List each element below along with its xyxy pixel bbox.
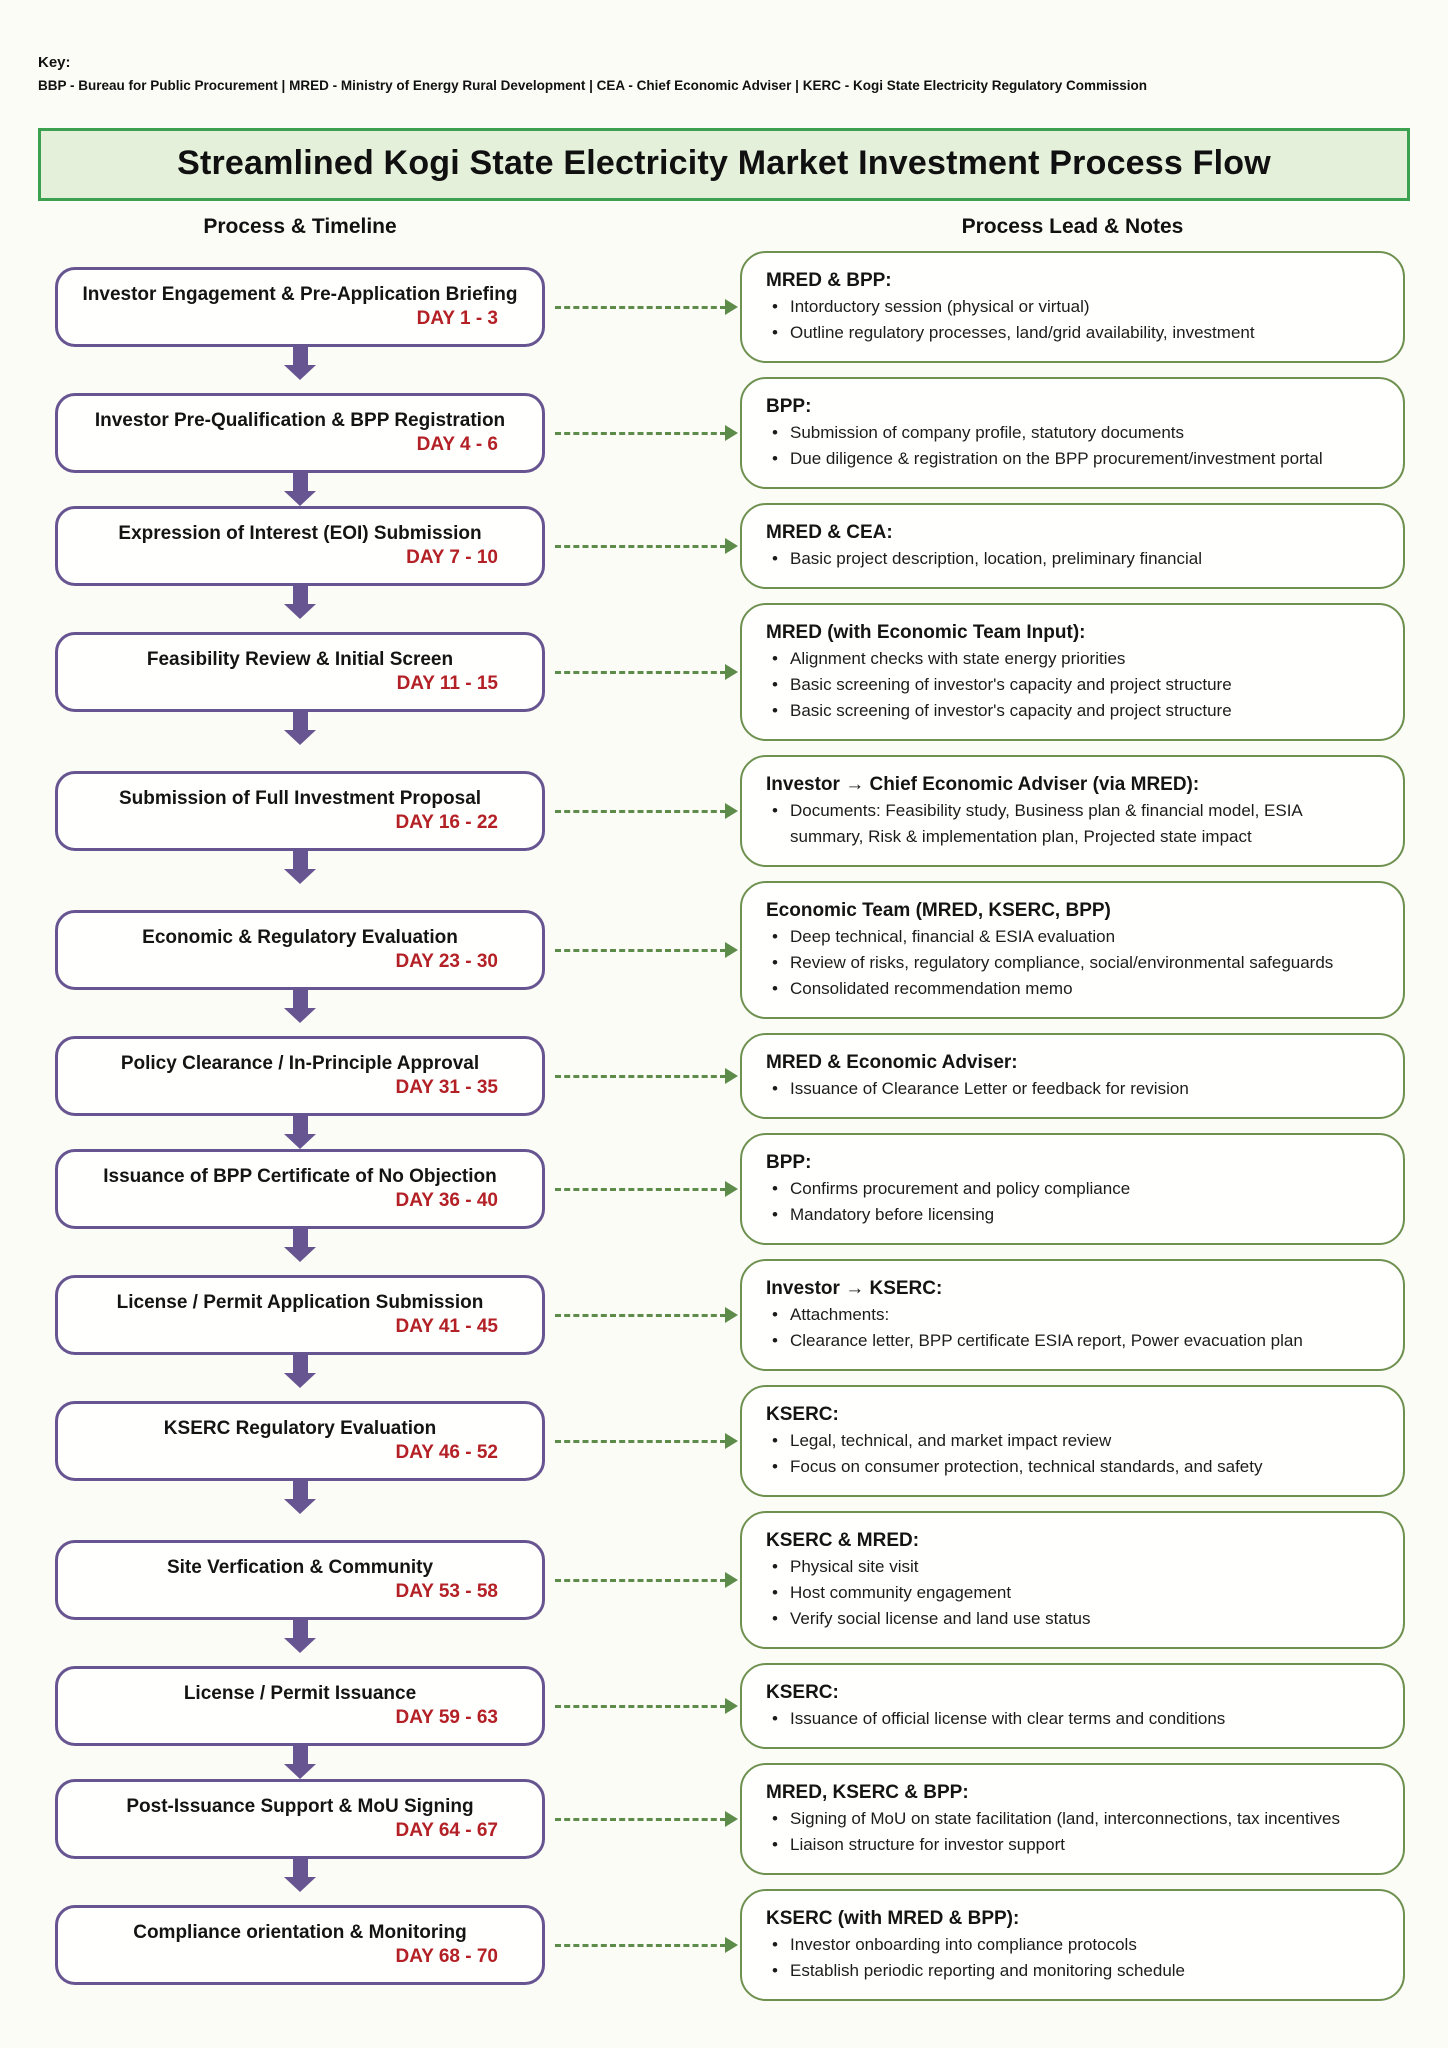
- dashed-arrow-icon: [545, 425, 740, 441]
- column-header-process-timeline: Process & Timeline: [203, 215, 397, 238]
- down-arrow-head: [284, 604, 316, 619]
- note-bullet: • Review of risks, regulatory compliance, social/environmental safeguards: [766, 950, 1379, 976]
- down-arrow-icon: [284, 1226, 316, 1262]
- dashed-arrow-line: [555, 1188, 726, 1191]
- note-box: [740, 251, 1405, 363]
- down-arrow-icon: [284, 470, 316, 506]
- process-step-row: [0, 377, 1448, 489]
- process-column-cell: [55, 910, 545, 990]
- process-box: [55, 1905, 545, 1985]
- process-step-day-range: DAY 68 - 70: [395, 1946, 498, 1967]
- process-step-day-range: DAY 36 - 40: [395, 1190, 498, 1211]
- dashed-arrow-head: [725, 803, 738, 819]
- note-box: [740, 1385, 1405, 1497]
- note-lead: MRED, KSERC & BPP:: [766, 1782, 969, 1803]
- dashed-arrow-line: [555, 1440, 726, 1443]
- column-header-process-lead-notes: Process Lead & Notes: [961, 215, 1184, 238]
- note-box: [740, 755, 1405, 867]
- dashed-arrow-head: [725, 1572, 738, 1588]
- dashed-arrow-line: [555, 671, 726, 674]
- process-column-cell: [55, 1275, 545, 1355]
- process-step-row: [0, 1133, 1448, 1245]
- note-bullet: • Outline regulatory processes, land/grid availability, investment: [766, 320, 1379, 346]
- dashed-arrow-icon: [545, 538, 740, 554]
- process-step-title: Compliance orientation & Monitoring: [133, 1922, 467, 1943]
- dashed-arrow-head: [725, 664, 738, 680]
- note-box: [740, 881, 1405, 1019]
- process-step-title: License / Permit Issuance: [183, 1683, 417, 1704]
- process-column-cell: [55, 771, 545, 851]
- process-box: [55, 393, 545, 473]
- process-column-cell: [55, 1666, 545, 1746]
- down-arrow-icon: [284, 344, 316, 380]
- process-step-row: [0, 1763, 1448, 1875]
- process-column-cell: [55, 1905, 545, 1985]
- process-box: [55, 1666, 545, 1746]
- dashed-arrow-line: [555, 1705, 726, 1708]
- note-lead: KSERC (with MRED & BPP):: [766, 1908, 1020, 1929]
- dashed-arrow-line: [555, 949, 726, 952]
- down-arrow-shaft: [293, 710, 308, 730]
- process-step-row: [0, 1385, 1448, 1497]
- note-lead: Investor → KSERC:: [766, 1278, 943, 1299]
- note-bullets: [766, 294, 1379, 346]
- dashed-arrow-head: [725, 538, 738, 554]
- note-bullet: • Attachments:: [766, 1302, 1379, 1328]
- dashed-arrow-icon: [545, 664, 740, 680]
- note-box: [740, 603, 1405, 741]
- note-bullet: • Focus on consumer protection, technical standards, and safety: [766, 1454, 1379, 1480]
- process-step-row: [0, 881, 1448, 1019]
- process-step-title: Economic & Regulatory Evaluation: [142, 927, 458, 948]
- dashed-arrow-line: [555, 1314, 726, 1317]
- down-arrow-shaft: [293, 1618, 308, 1638]
- note-lead: KSERC & MRED:: [766, 1530, 920, 1551]
- dashed-arrow-head: [725, 942, 738, 958]
- process-step-day-range: DAY 1 - 3: [416, 308, 498, 329]
- note-bullet: • Clearance letter, BPP certificate ESIA report, Power evacuation plan: [766, 1328, 1379, 1354]
- dashed-arrow-icon: [545, 1433, 740, 1449]
- down-arrow-shaft: [293, 345, 308, 365]
- dashed-arrow-icon: [545, 803, 740, 819]
- process-step-day-range: DAY 4 - 6: [416, 434, 498, 455]
- process-step-day-range: DAY 7 - 10: [406, 547, 498, 568]
- note-bullet: • Intorductory session (physical or virtual): [766, 294, 1379, 320]
- note-bullet: • Basic screening of investor's capacity and project structure: [766, 672, 1379, 698]
- note-bullet: • Physical site visit: [766, 1554, 1379, 1580]
- note-bullets: [766, 420, 1379, 472]
- note-bullets: [766, 1932, 1379, 1984]
- process-column-cell: [55, 1401, 545, 1481]
- note-lead: Investor → Chief Economic Adviser (via MRED):: [766, 774, 1200, 795]
- down-arrow-head: [284, 1499, 316, 1514]
- note-box: [740, 503, 1405, 589]
- note-box: [740, 1889, 1405, 2001]
- note-bullets: [766, 1428, 1379, 1480]
- dashed-arrow-line: [555, 545, 726, 548]
- dashed-arrow-line: [555, 432, 726, 435]
- note-bullets: [766, 1176, 1379, 1228]
- diagram-title-banner: [38, 128, 1410, 201]
- process-step-title: Submission of Full Investment Proposal: [118, 788, 482, 809]
- dashed-arrow-head: [725, 1068, 738, 1084]
- dashed-arrow-icon: [545, 1698, 740, 1714]
- column-headers: [0, 215, 1448, 239]
- note-bullet: • Investor onboarding into compliance protocols: [766, 1932, 1379, 1958]
- dashed-arrow-icon: [545, 1307, 740, 1323]
- down-arrow-icon: [284, 1856, 316, 1892]
- note-box: [740, 1033, 1405, 1119]
- note-bullets: [766, 1706, 1379, 1732]
- process-column-cell: [55, 632, 545, 712]
- process-step-title: Post-Issuance Support & MoU Signing: [126, 1796, 474, 1817]
- process-step-row: [0, 1259, 1448, 1371]
- down-arrow-icon: [284, 1617, 316, 1653]
- process-step-day-range: DAY 53 - 58: [395, 1581, 498, 1602]
- note-bullet: • Mandatory before licensing: [766, 1202, 1379, 1228]
- key-label: Key:: [38, 54, 71, 71]
- process-box: [55, 1149, 545, 1229]
- process-step-title: Investor Pre-Qualification & BPP Registration: [94, 410, 506, 431]
- down-arrow-shaft: [293, 1353, 308, 1373]
- note-bullet: • Documents: Feasibility study, Business plan & financial model, ESIA summary, Risk & implementation plan, Projected state impact: [766, 798, 1379, 850]
- down-arrow-icon: [284, 1743, 316, 1779]
- process-step-row: [0, 1663, 1448, 1749]
- note-box: [740, 1763, 1405, 1875]
- note-bullet: • Basic project description, location, preliminary financial: [766, 546, 1379, 572]
- note-bullet: • Host community engagement: [766, 1580, 1379, 1606]
- dashed-arrow-icon: [545, 942, 740, 958]
- dashed-arrow-head: [725, 299, 738, 315]
- note-bullet: • Signing of MoU on state facilitation (land, interconnections, tax incentives: [766, 1806, 1379, 1832]
- note-box: [740, 1133, 1405, 1245]
- process-column-cell: [55, 393, 545, 473]
- down-arrow-head: [284, 730, 316, 745]
- note-bullet: • Liaison structure for investor support: [766, 1832, 1379, 1858]
- down-arrow-head: [284, 365, 316, 380]
- note-box: [740, 1259, 1405, 1371]
- dashed-arrow-line: [555, 1579, 726, 1582]
- process-step-title: Site Verfication & Community: [166, 1557, 434, 1578]
- process-step-row: [0, 503, 1448, 589]
- dashed-arrow-icon: [545, 1181, 740, 1197]
- note-bullet: • Alignment checks with state energy priorities: [766, 646, 1379, 672]
- diagram-title: Streamlined Kogi State Electricity Market Investment Process Flow: [177, 144, 1271, 182]
- process-column-cell: [55, 1779, 545, 1859]
- note-lead: MRED & BPP:: [766, 270, 892, 291]
- process-step-day-range: DAY 46 - 52: [395, 1442, 498, 1463]
- down-arrow-icon: [284, 1113, 316, 1149]
- down-arrow-icon: [284, 987, 316, 1023]
- note-bullets: [766, 646, 1379, 724]
- note-lead: MRED (with Economic Team Input):: [766, 622, 1086, 643]
- down-arrow-shaft: [293, 1857, 308, 1877]
- key-abbreviations: BBP - Bureau for Public Procurement | MRED - Ministry of Energy Rural Development | CEA - Chief Economic Adviser | KERC - Kogi State Electricity Regulatory Commission: [38, 78, 1148, 93]
- down-arrow-shaft: [293, 584, 308, 604]
- process-step-row: [0, 1889, 1448, 2001]
- note-bullet: • Legal, technical, and market impact review: [766, 1428, 1379, 1454]
- process-step-day-range: DAY 31 - 35: [395, 1077, 498, 1098]
- note-lead: BPP:: [766, 1152, 812, 1173]
- note-box: [740, 377, 1405, 489]
- down-arrow-head: [284, 1134, 316, 1149]
- process-step-title: KSERC Regulatory Evaluation: [163, 1418, 437, 1439]
- dashed-arrow-icon: [545, 299, 740, 315]
- note-bullet: • Confirms procurement and policy compliance: [766, 1176, 1379, 1202]
- dashed-arrow-head: [725, 1307, 738, 1323]
- down-arrow-head: [284, 1877, 316, 1892]
- note-lead: MRED & Economic Adviser:: [766, 1052, 1018, 1073]
- down-arrow-shaft: [293, 1227, 308, 1247]
- process-box: [55, 771, 545, 851]
- process-steps: [0, 251, 1448, 2001]
- process-box: [55, 1036, 545, 1116]
- process-step-day-range: DAY 59 - 63: [395, 1707, 498, 1728]
- dashed-arrow-head: [725, 1811, 738, 1827]
- dashed-arrow-line: [555, 306, 726, 309]
- process-step-day-range: DAY 41 - 45: [395, 1316, 498, 1337]
- process-box: [55, 267, 545, 347]
- note-lead: KSERC:: [766, 1404, 839, 1425]
- note-lead: BPP:: [766, 396, 812, 417]
- process-box: [55, 632, 545, 712]
- note-lead: Economic Team (MRED, KSERC, BPP): [766, 900, 1111, 921]
- down-arrow-icon: [284, 1352, 316, 1388]
- dashed-arrow-line: [555, 1944, 726, 1947]
- process-step-title: Policy Clearance / In-Principle Approval: [120, 1053, 480, 1074]
- note-bullet: • Due diligence & registration on the BPP procurement/investment portal: [766, 446, 1379, 472]
- note-bullet: • Issuance of Clearance Letter or feedback for revision: [766, 1076, 1379, 1102]
- dashed-arrow-head: [725, 1698, 738, 1714]
- down-arrow-icon: [284, 1478, 316, 1514]
- dashed-arrow-head: [725, 1433, 738, 1449]
- process-step-day-range: DAY 11 - 15: [396, 673, 498, 694]
- process-step-day-range: DAY 16 - 22: [395, 812, 498, 833]
- dashed-arrow-head: [725, 1181, 738, 1197]
- process-column-cell: [55, 506, 545, 586]
- note-bullet: • Verify social license and land use status: [766, 1606, 1379, 1632]
- process-step-row: [0, 251, 1448, 363]
- dashed-arrow-icon: [545, 1811, 740, 1827]
- process-step-day-range: DAY 23 - 30: [395, 951, 498, 972]
- down-arrow-icon: [284, 583, 316, 619]
- down-arrow-shaft: [293, 1479, 308, 1499]
- note-bullets: [766, 798, 1379, 850]
- process-step-row: [0, 755, 1448, 867]
- process-box: [55, 1401, 545, 1481]
- note-lead: KSERC:: [766, 1682, 839, 1703]
- down-arrow-head: [284, 491, 316, 506]
- process-step-row: [0, 1511, 1448, 1649]
- dashed-arrow-line: [555, 1818, 726, 1821]
- process-step-title: Expression of Interest (EOI) Submission: [118, 523, 482, 544]
- dashed-arrow-icon: [545, 1937, 740, 1953]
- process-column-cell: [55, 1540, 545, 1620]
- down-arrow-head: [284, 1373, 316, 1388]
- note-bullets: [766, 1302, 1379, 1354]
- process-box: [55, 1540, 545, 1620]
- dashed-arrow-icon: [545, 1572, 740, 1588]
- dashed-arrow-icon: [545, 1068, 740, 1084]
- down-arrow-head: [284, 1008, 316, 1023]
- down-arrow-head: [284, 869, 316, 884]
- process-box: [55, 506, 545, 586]
- process-step-title: Investor Engagement & Pre-Application Briefing: [82, 284, 518, 305]
- down-arrow-shaft: [293, 988, 308, 1008]
- note-bullets: [766, 546, 1379, 572]
- legend-key: [38, 52, 1410, 98]
- process-column-cell: [55, 1149, 545, 1229]
- dashed-arrow-line: [555, 810, 726, 813]
- note-lead: MRED & CEA:: [766, 522, 893, 543]
- note-bullet: • Establish periodic reporting and monitoring schedule: [766, 1958, 1379, 1984]
- note-bullet: • Consolidated recommendation memo: [766, 976, 1379, 1002]
- down-arrow-icon: [284, 848, 316, 884]
- note-bullets: [766, 924, 1379, 1002]
- process-box: [55, 910, 545, 990]
- note-bullets: [766, 1554, 1379, 1632]
- down-arrow-head: [284, 1638, 316, 1653]
- note-bullets: [766, 1806, 1379, 1858]
- note-box: [740, 1511, 1405, 1649]
- process-column-cell: [55, 1036, 545, 1116]
- process-column-cell: [55, 267, 545, 347]
- dashed-arrow-line: [555, 1075, 726, 1078]
- process-step-row: [0, 603, 1448, 741]
- note-bullet: • Deep technical, financial & ESIA evaluation: [766, 924, 1379, 950]
- process-box: [55, 1275, 545, 1355]
- down-arrow-shaft: [293, 1744, 308, 1764]
- down-arrow-shaft: [293, 849, 308, 869]
- process-step-title: Issuance of BPP Certificate of No Objection: [103, 1166, 497, 1187]
- dashed-arrow-head: [725, 1937, 738, 1953]
- process-step-title: License / Permit Application Submission: [116, 1292, 484, 1313]
- down-arrow-shaft: [293, 1114, 308, 1134]
- down-arrow-icon: [284, 709, 316, 745]
- down-arrow-head: [284, 1764, 316, 1779]
- note-bullet: • Submission of company profile, statutory documents: [766, 420, 1379, 446]
- note-box: [740, 1663, 1405, 1749]
- process-box: [55, 1779, 545, 1859]
- down-arrow-shaft: [293, 471, 308, 491]
- dashed-arrow-head: [725, 425, 738, 441]
- process-step-day-range: DAY 64 - 67: [395, 1820, 498, 1841]
- process-step-row: [0, 1033, 1448, 1119]
- note-bullet: • Basic screening of investor's capacity and project structure: [766, 698, 1379, 724]
- process-step-title: Feasibility Review & Initial Screen: [146, 649, 454, 670]
- note-bullets: [766, 1076, 1379, 1102]
- note-bullet: • Issuance of official license with clear terms and conditions: [766, 1706, 1379, 1732]
- down-arrow-head: [284, 1247, 316, 1262]
